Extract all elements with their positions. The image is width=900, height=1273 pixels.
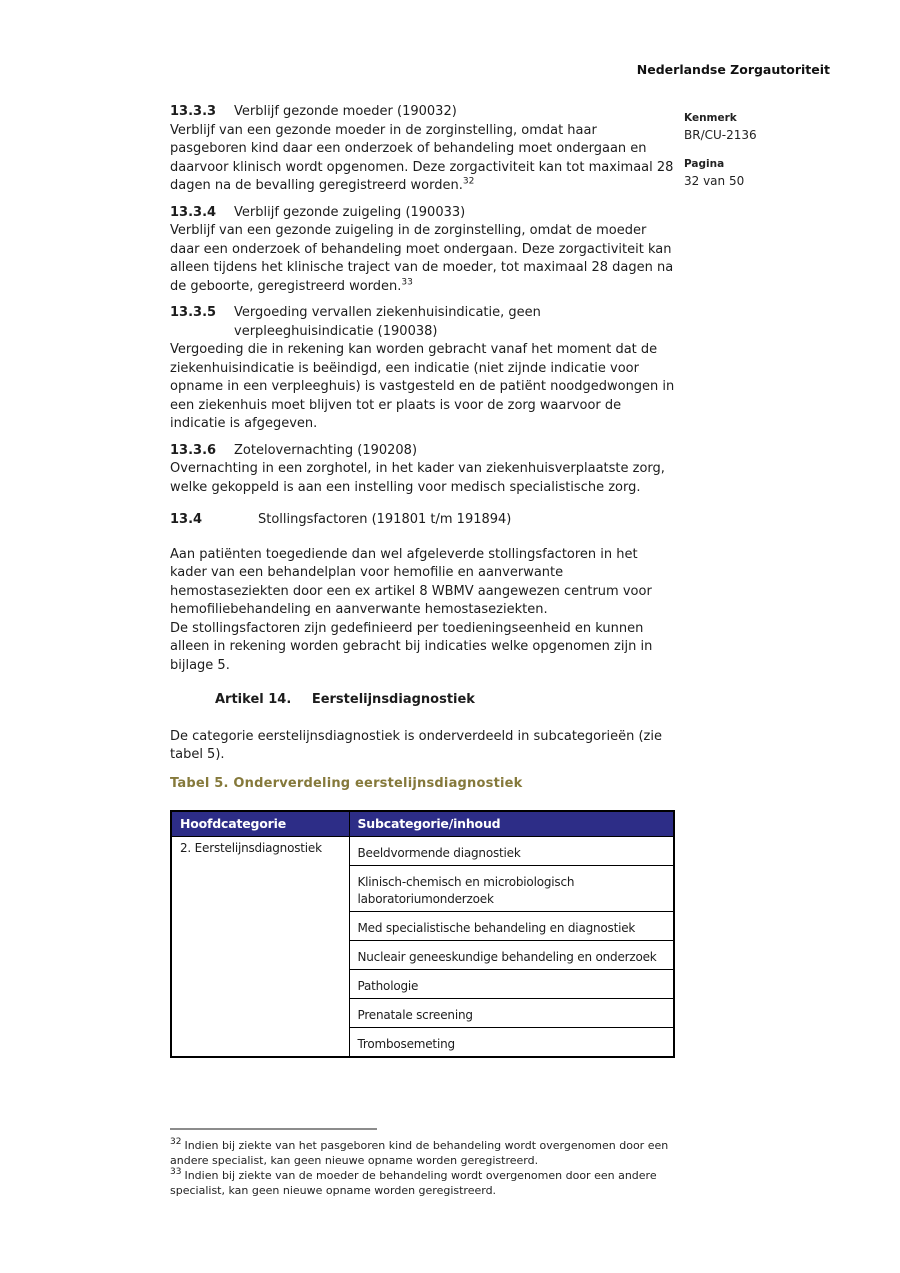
- section-paragraph: [170, 460, 675, 497]
- footnote-text: Indien bij ziekte van het pasgeboren kind de behandeling wordt overgenomen door een andere specialist, kan geen nieuwe opname worden geregistreerd.: [170, 1139, 669, 1167]
- subcategory-cell: Prenatale screening: [349, 999, 674, 1028]
- pagina-block: [684, 157, 757, 188]
- page-meta-sidebar: [684, 111, 757, 203]
- subcategory-cell: Beeldvormende diagnostiek: [349, 837, 674, 866]
- paragraph-text: Overnachting in een zorghotel, in het kader van ziekenhuisverplaatste zorg, welke gekoppeld is aan een instelling voor medisch specialistische zorg.: [170, 461, 665, 495]
- section-paragraph: [170, 341, 675, 434]
- section-heading-13-3-6: [170, 442, 675, 461]
- kenmerk-value: BR/CU-2136: [684, 128, 757, 142]
- paragraph-text: De stollingsfactoren zijn gedefinieerd per toedieningseenheid en kunnen alleen in rekening worden gebracht bij indicaties welke opgenomen zijn in bijlage 5.: [170, 620, 653, 673]
- section-heading-13-4: [170, 511, 675, 530]
- section-number: 13.3.4: [170, 204, 217, 220]
- artikel-title: Eerstelijnsdiagnostiek: [311, 692, 475, 707]
- subcategory-cell: Pathologie: [349, 970, 674, 999]
- section-title: Verblijf gezonde zuigeling (190033): [234, 204, 466, 220]
- column-header-hoofdcategorie: Hoofdcategorie: [171, 811, 349, 837]
- artikel-paragraph: [170, 728, 675, 765]
- footnote-number: 32: [170, 1137, 182, 1148]
- section-number: 13.3.6: [170, 442, 217, 458]
- kenmerk-label: Kenmerk: [684, 112, 737, 124]
- footnote-reference: 32: [462, 176, 475, 187]
- subcategory-cell: Trombosemeting: [349, 1028, 674, 1058]
- section-title: Verblijf gezonde moeder (190032): [234, 104, 457, 119]
- table-caption: Tabel 5. Onderverdeling eerstelijnsdiagnostiek: [170, 775, 523, 791]
- paragraph-text: Verblijf van een gezonde zuigeling in de zorginstelling, omdat de moeder daar een onderzoek of behandeling moet ondergaan. Deze zorgactiviteit kan alleen tijdens het klinische traject van de moeder, tot maximaal 28 dagen na de geboorte, geregistreerd worden.: [170, 223, 674, 294]
- artikel-label: Artikel 14.: [215, 692, 292, 707]
- section-paragraph: [170, 222, 675, 296]
- footnote-divider-rule: [170, 1128, 377, 1130]
- subcategory-cell: Klinisch-chemisch en microbiologisch laboratoriumonderzoek: [349, 866, 674, 912]
- footnote: [170, 1168, 675, 1198]
- artikel-14-heading: [170, 691, 675, 710]
- subcategory-cell: Nucleair geneeskundige behandeling en onderzoek: [349, 941, 674, 970]
- table-header-row: [171, 811, 674, 837]
- section-title: Stollingsfactoren (191801 t/m 191894): [258, 512, 512, 527]
- pagina-label: Pagina: [684, 158, 725, 170]
- section-paragraph: [170, 122, 675, 196]
- section-heading-13-3-3: [170, 103, 675, 122]
- footnotes-area: [170, 1128, 675, 1198]
- section-number: 13.3.5: [170, 305, 217, 320]
- column-header-subcategorie: Subcategorie/inhoud: [349, 811, 674, 837]
- paragraph-text: Vergoeding die in rekening kan worden gebracht vanaf het moment dat de ziekenhuisindicatie is beëindigd, een indicatie (niet zijnde indicatie voor opname in een verpleeghuis) is vastgesteld en de patiënt noodgedwongen in een ziekenhuis moet blijven tot er plaats is voor de zorg waarvoor de indicatie is afgegeven.: [170, 342, 675, 431]
- pagina-value: 32 van 50: [684, 174, 745, 188]
- footnote: [170, 1138, 675, 1168]
- section-title: Vergoeding vervallen ziekenhuisindicatie, geen verpleeghuisindicatie (190038): [234, 305, 541, 339]
- footnote-number: 33: [170, 1167, 182, 1178]
- section-number: 13.3.3: [170, 104, 217, 119]
- section-title: Zotelovernachting (190208): [234, 442, 418, 458]
- paragraph-text: Verblijf van een gezonde moeder in de zorginstelling, omdat haar pasgeboren kind daar een onderzoek of behandeling moet ondergaan en daarvoor klinisch wordt opgenomen. Deze zorgactiviteit kan tot maximaal 28 dagen na de bevalling geregistreerd worden.: [170, 122, 674, 193]
- kenmerk-block: [684, 111, 757, 142]
- hoofdcategorie-cell: 2. Eerstelijnsdiagnostiek: [171, 837, 349, 1058]
- org-logo-text: Nederlandse Zorgautoriteit: [636, 62, 830, 77]
- section-heading-13-3-4: [170, 204, 675, 223]
- footnote-reference: 33: [401, 277, 413, 288]
- section-number: 13.4: [170, 512, 203, 527]
- subcategory-cell: Med specialistische behandeling en diagnostiek: [349, 912, 674, 941]
- table-row: [171, 837, 674, 866]
- document-body: [170, 103, 675, 1058]
- paragraph-text: Aan patiënten toegediende dan wel afgeleverde stollingsfactoren in het kader van een behandelplan voor hemofilie en aanverwante hemostaseziekten door een ex artikel 8 WBMV aangewezen centrum voor hemofiliebehandeling en aanverwante hemostaseziekten.: [170, 546, 652, 617]
- footnote-text: Indien bij ziekte van de moeder de behandeling wordt overgenomen door een andere specialist, kan geen nieuwe opname worden geregistreerd.: [170, 1169, 657, 1197]
- section-heading-13-3-5: [170, 304, 675, 341]
- paragraph-text: De categorie eerstelijnsdiagnostiek is onderverdeeld in subcategorieën (zie tabel 5).: [170, 728, 662, 762]
- table-5: [170, 810, 675, 1058]
